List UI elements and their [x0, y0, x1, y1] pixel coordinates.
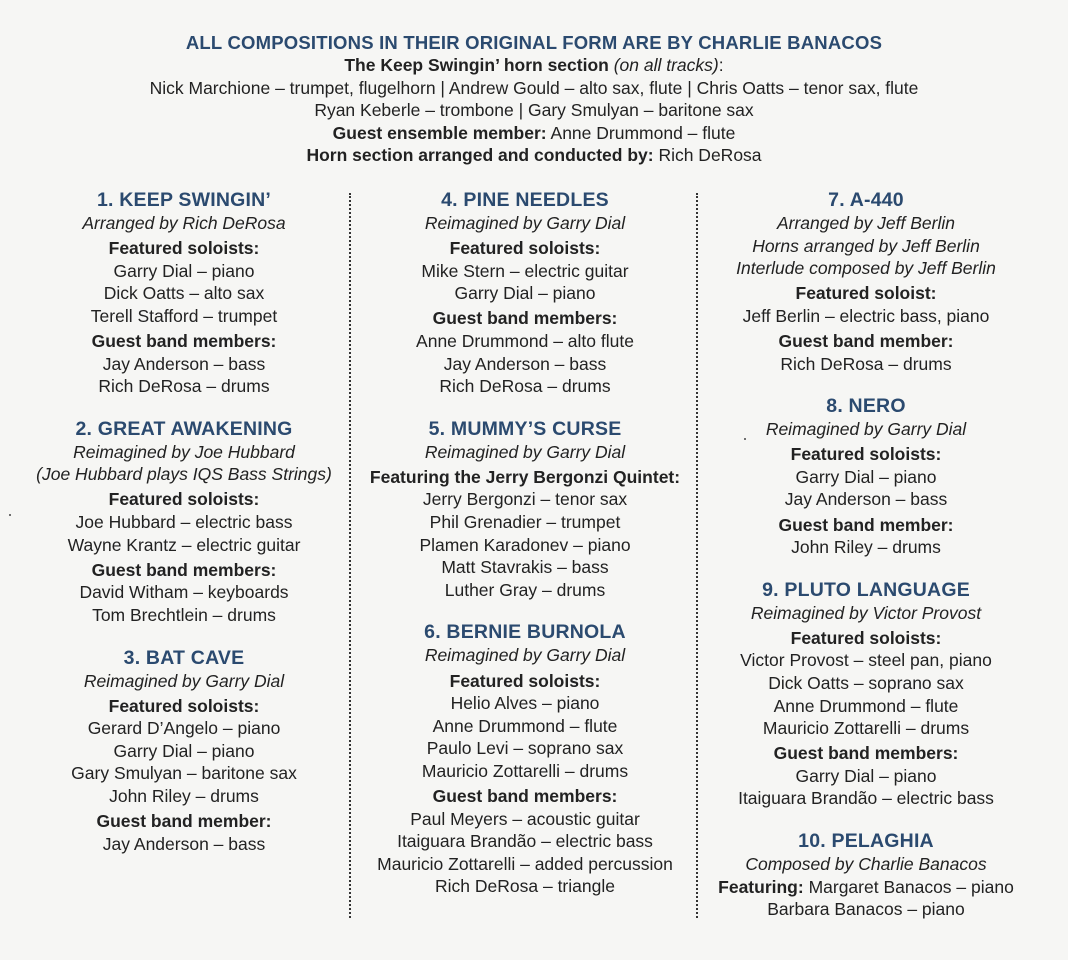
performer: Garry Dial – piano — [113, 740, 255, 761]
performer: Dick Oatts – soprano sax — [768, 673, 964, 693]
track-title: 5. MUMMY’S CURSE — [428, 417, 622, 440]
performer: Mauricio Zottarelli – drums — [421, 760, 629, 781]
performer: Mauricio Zottarelli – drums — [762, 718, 970, 739]
performer: Gerard D’Angelo – piano — [87, 718, 281, 739]
section-label: Featured soloists: — [108, 489, 260, 510]
track-block — [18, 188, 350, 398]
performer: Itaiguara Brandão – electric bass — [738, 788, 994, 809]
track-credit: Reimagined by Joe Hubbard — [73, 441, 295, 462]
print-speck — [744, 438, 746, 440]
section-label: Featured soloists: — [449, 238, 601, 259]
track-block — [700, 188, 1032, 375]
performer: John Riley – drums — [109, 785, 259, 806]
track-title: 4. PINE NEEDLES — [441, 189, 609, 211]
column-divider — [349, 193, 351, 918]
header-credits — [0, 32, 1068, 167]
performer: David Witham – keyboards — [79, 582, 289, 603]
track-credit: Arranged by Jeff Berlin — [776, 213, 955, 233]
horn-line-2: Ryan Keberle – trombone | Gary Smulyan – baritone sax — [314, 100, 754, 121]
performer: Paul Meyers – acoustic guitar — [410, 808, 640, 829]
track-credit: Arranged by Rich DeRosa — [82, 213, 286, 233]
section-label: Guest band members: — [432, 308, 618, 329]
performer: Gary Smulyan – baritone sax — [71, 763, 297, 784]
performer: Mike Stern – electric guitar — [421, 260, 629, 281]
performer: John Riley – drums — [791, 537, 941, 558]
section-label: Guest band member: — [778, 330, 954, 351]
track-title: 2. GREAT AWAKENING — [75, 417, 293, 440]
performer: Rich DeRosa – triangle — [435, 876, 615, 897]
track-block — [700, 829, 1032, 921]
track-block — [352, 417, 698, 602]
performer: Victor Provost – steel pan, piano — [740, 650, 992, 671]
track-title: 8. NERO — [826, 395, 906, 418]
track-credit: Reimagined by Garry Dial — [424, 645, 626, 666]
track-credit: (Joe Hubbard plays IQS Bass Strings) — [36, 464, 332, 485]
track-credit: Reimagined by Garry Dial — [424, 213, 626, 233]
section-label: Featured soloists: — [108, 238, 260, 259]
track-block — [18, 646, 350, 856]
performer: Rich DeRosa – drums — [98, 376, 270, 397]
performer: Jerry Bergonzi – tenor sax — [422, 489, 628, 510]
track-credit: Reimagined by Victor Provost — [750, 602, 982, 623]
guest-ensemble-label: Guest ensemble member: — [332, 122, 547, 143]
track-title: 9. PLUTO LANGUAGE — [762, 578, 970, 601]
performer: Plamen Karadonev – piano — [419, 534, 631, 555]
performer: Terell Stafford – trumpet — [90, 305, 278, 326]
performer: Mauricio Zottarelli – added percussion — [377, 853, 673, 874]
track-credit: Reimagined by Garry Dial — [83, 670, 285, 691]
performer: Wayne Krantz – electric guitar — [67, 534, 301, 555]
track-column-2 — [352, 188, 698, 917]
performer: Luther Gray – drums — [444, 579, 606, 600]
section-label: Guest band members: — [432, 785, 618, 806]
performer: Rich DeRosa – drums — [780, 353, 952, 374]
track-title: 3. BAT CAVE — [123, 646, 245, 669]
performer: Garry Dial – piano — [795, 466, 937, 487]
performer: Margaret Banacos – piano — [803, 876, 1014, 897]
arranged-value: Rich DeRosa — [653, 145, 762, 166]
section-label: Guest band members: — [91, 559, 277, 580]
performer: Jay Anderson – bass — [784, 489, 948, 510]
performer: Joe Hubbard – electric bass — [75, 512, 293, 533]
performer: Jay Anderson – bass — [443, 353, 607, 374]
column-divider — [696, 193, 698, 918]
performer: Paulo Levi – soprano sax — [426, 738, 624, 759]
arranged-line — [0, 144, 1068, 167]
section-label: Featured soloists: — [449, 670, 601, 691]
track-block — [352, 620, 698, 898]
track-title: 10. PELAGHIA — [798, 830, 934, 853]
featuring-line — [700, 876, 1032, 899]
horn-section-note: (on all tracks) — [613, 55, 719, 75]
guest-ensemble-value: Anne Drummond – flute — [546, 122, 736, 143]
track-column-3 — [700, 188, 1032, 940]
performer: Phil Grenadier – trumpet — [429, 512, 621, 533]
horn-section-label: The Keep Swingin’ horn section — [344, 55, 609, 75]
section-label: Guest band member: — [96, 811, 272, 832]
track-block — [700, 394, 1032, 559]
track-credit: Reimagined by Garry Dial — [765, 419, 967, 440]
performer: Barbara Banacos – piano — [767, 899, 965, 920]
track-credit: Composed by Charlie Banacos — [745, 854, 987, 875]
print-speck — [9, 514, 11, 516]
section-label: Guest band members: — [91, 330, 277, 351]
horn-line-1: Nick Marchione – trumpet, flugelhorn | Andrew Gould – alto sax, flute | Chris Oatts – tenor sax, flute — [149, 77, 919, 98]
performer: Jeff Berlin – electric bass, piano — [742, 305, 990, 326]
section-label: Featuring the Jerry Bergonzi Quintet: — [369, 466, 681, 487]
performer: Garry Dial – piano — [454, 283, 596, 304]
performer: Anne Drummond – alto flute — [416, 330, 634, 351]
track-credit: Reimagined by Garry Dial — [424, 441, 626, 462]
horn-section-heading — [0, 54, 1068, 77]
performer: Jay Anderson – bass — [102, 353, 266, 374]
horn-section-colon: : — [718, 55, 724, 75]
performer: Jay Anderson – bass — [102, 833, 266, 854]
section-label: Featured soloists: — [790, 444, 942, 465]
featuring-label: Featuring: — [718, 876, 804, 897]
performer: Helio Alves – piano — [450, 693, 600, 714]
performer: Anne Drummond – flute — [432, 715, 618, 736]
arranged-label: Horn section arranged and conducted by: — [306, 145, 654, 166]
performer: Anne Drummond – flute — [773, 695, 959, 716]
track-block — [18, 417, 350, 627]
section-label: Featured soloists: — [108, 695, 260, 716]
section-label: Featured soloist: — [795, 283, 937, 304]
track-credit: Interlude composed by Jeff Berlin — [736, 258, 996, 279]
track-title: 7. A-440 — [828, 189, 904, 211]
section-label: Featured soloists: — [790, 627, 942, 648]
performer: Matt Stavrakis – bass — [441, 557, 609, 578]
section-label: Guest band member: — [778, 514, 954, 535]
track-column-1 — [18, 188, 350, 874]
track-block — [700, 578, 1032, 810]
performer: Garry Dial – piano — [795, 765, 937, 786]
track-credit: Horns arranged by Jeff Berlin — [752, 235, 980, 256]
track-block — [352, 188, 698, 398]
section-label: Guest band members: — [773, 743, 959, 764]
track-title: 1. KEEP SWINGIN’ — [96, 189, 272, 211]
guest-ensemble-line — [0, 122, 1068, 145]
performer: Itaiguara Brandão – electric bass — [397, 831, 653, 852]
track-title: 6. BERNIE BURNOLA — [424, 621, 626, 644]
performer: Tom Brechtlein – drums — [92, 604, 276, 625]
performer: Dick Oatts – alto sax — [103, 283, 265, 304]
page-title: ALL COMPOSITIONS IN THEIR ORIGINAL FORM ARE BY CHARLIE BANACOS — [185, 32, 883, 53]
performer: Rich DeRosa – drums — [439, 376, 611, 397]
performer: Garry Dial – piano — [113, 260, 255, 281]
